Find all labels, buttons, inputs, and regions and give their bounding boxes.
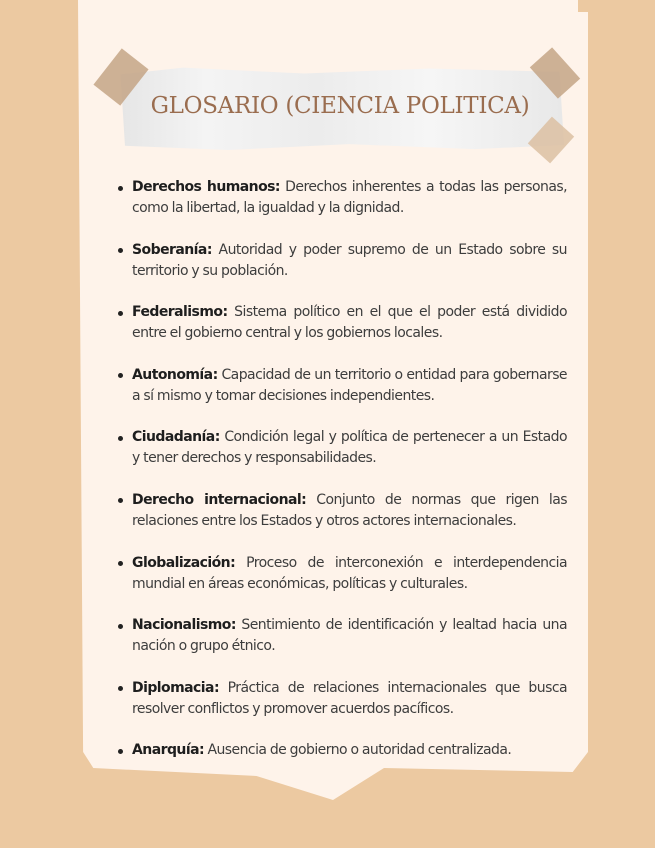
glossary-definition: Conjunto de normas que rigen las relaciones entre los Estados y otros actores internacionales. bbox=[132, 491, 567, 529]
bullet-icon bbox=[118, 373, 123, 378]
glossary-term: Globalización: bbox=[132, 554, 236, 571]
glossary-entry-soberania bbox=[114, 240, 567, 282]
bullet-icon bbox=[118, 248, 123, 253]
glossary-term: Federalismo: bbox=[132, 304, 228, 321]
page-title: GLOSARIO (CIENCIA POLITICA) bbox=[150, 93, 530, 119]
glossary-definition: Ausencia de gobierno o autoridad centralizada. bbox=[207, 742, 512, 759]
glossary-entry-ciudadania bbox=[114, 427, 567, 469]
glossary-definition: Proceso de interconexión e interdependencia mundial en áreas económicas, políticas y culturales. bbox=[132, 554, 567, 592]
glossary-entry-anarquia bbox=[114, 740, 567, 761]
glossary-term: Nacionalismo: bbox=[132, 617, 236, 634]
glossary-definition: Sentimiento de identificación y lealtad hacia una nación o grupo étnico. bbox=[132, 617, 567, 655]
glossary-term: Anarquía: bbox=[132, 742, 205, 759]
glossary-definition: Condición legal y política de pertenecer a un Estado y tener derechos y responsabilidades. bbox=[132, 429, 567, 467]
glossary-entry-federalismo bbox=[114, 302, 567, 344]
glossary-term: Autonomía: bbox=[132, 366, 218, 383]
bullet-icon bbox=[118, 186, 123, 191]
bullet-icon bbox=[118, 436, 123, 441]
glossary-entry-autonomia bbox=[114, 365, 567, 407]
glossary-term: Diplomacia: bbox=[132, 679, 219, 696]
bullet-icon bbox=[118, 498, 123, 503]
glossary-list bbox=[114, 177, 567, 782]
glossary-entry-globalizacion bbox=[114, 553, 567, 595]
glossary-definition: Sistema político en el que el poder está dividido entre el gobierno central y los gobiernos locales. bbox=[132, 304, 567, 342]
glossary-entry-derechos-humanos bbox=[114, 177, 567, 219]
glossary-definition: Autoridad y poder supremo de un Estado sobre su territorio y su población. bbox=[132, 241, 567, 279]
paper-corner-notch bbox=[578, 0, 590, 12]
glossary-definition: Capacidad de un territorio o entidad para gobernarse a sí mismo y tomar decisiones independientes. bbox=[132, 366, 567, 404]
glossary-term: Derecho internacional: bbox=[132, 491, 307, 508]
glossary-entry-nacionalismo bbox=[114, 615, 567, 657]
glossary-entry-derecho-internacional bbox=[114, 490, 567, 532]
bullet-icon bbox=[118, 561, 123, 566]
bullet-icon bbox=[118, 749, 123, 754]
glossary-term: Soberanía: bbox=[132, 241, 212, 258]
glossary-definition: Práctica de relaciones internacionales que busca resolver conflictos y promover acuerdos pacíficos. bbox=[132, 679, 567, 717]
bullet-icon bbox=[118, 311, 123, 316]
bullet-icon bbox=[118, 624, 123, 629]
glossary-definition: Derechos inherentes a todas las personas, como la libertad, la igualdad y la dignidad. bbox=[132, 179, 568, 216]
glossary-term: Derechos humanos: bbox=[132, 179, 280, 195]
glossary-term: Ciudadanía: bbox=[132, 429, 220, 446]
bullet-icon bbox=[118, 686, 123, 691]
glossary-entry-diplomacia bbox=[114, 678, 567, 720]
